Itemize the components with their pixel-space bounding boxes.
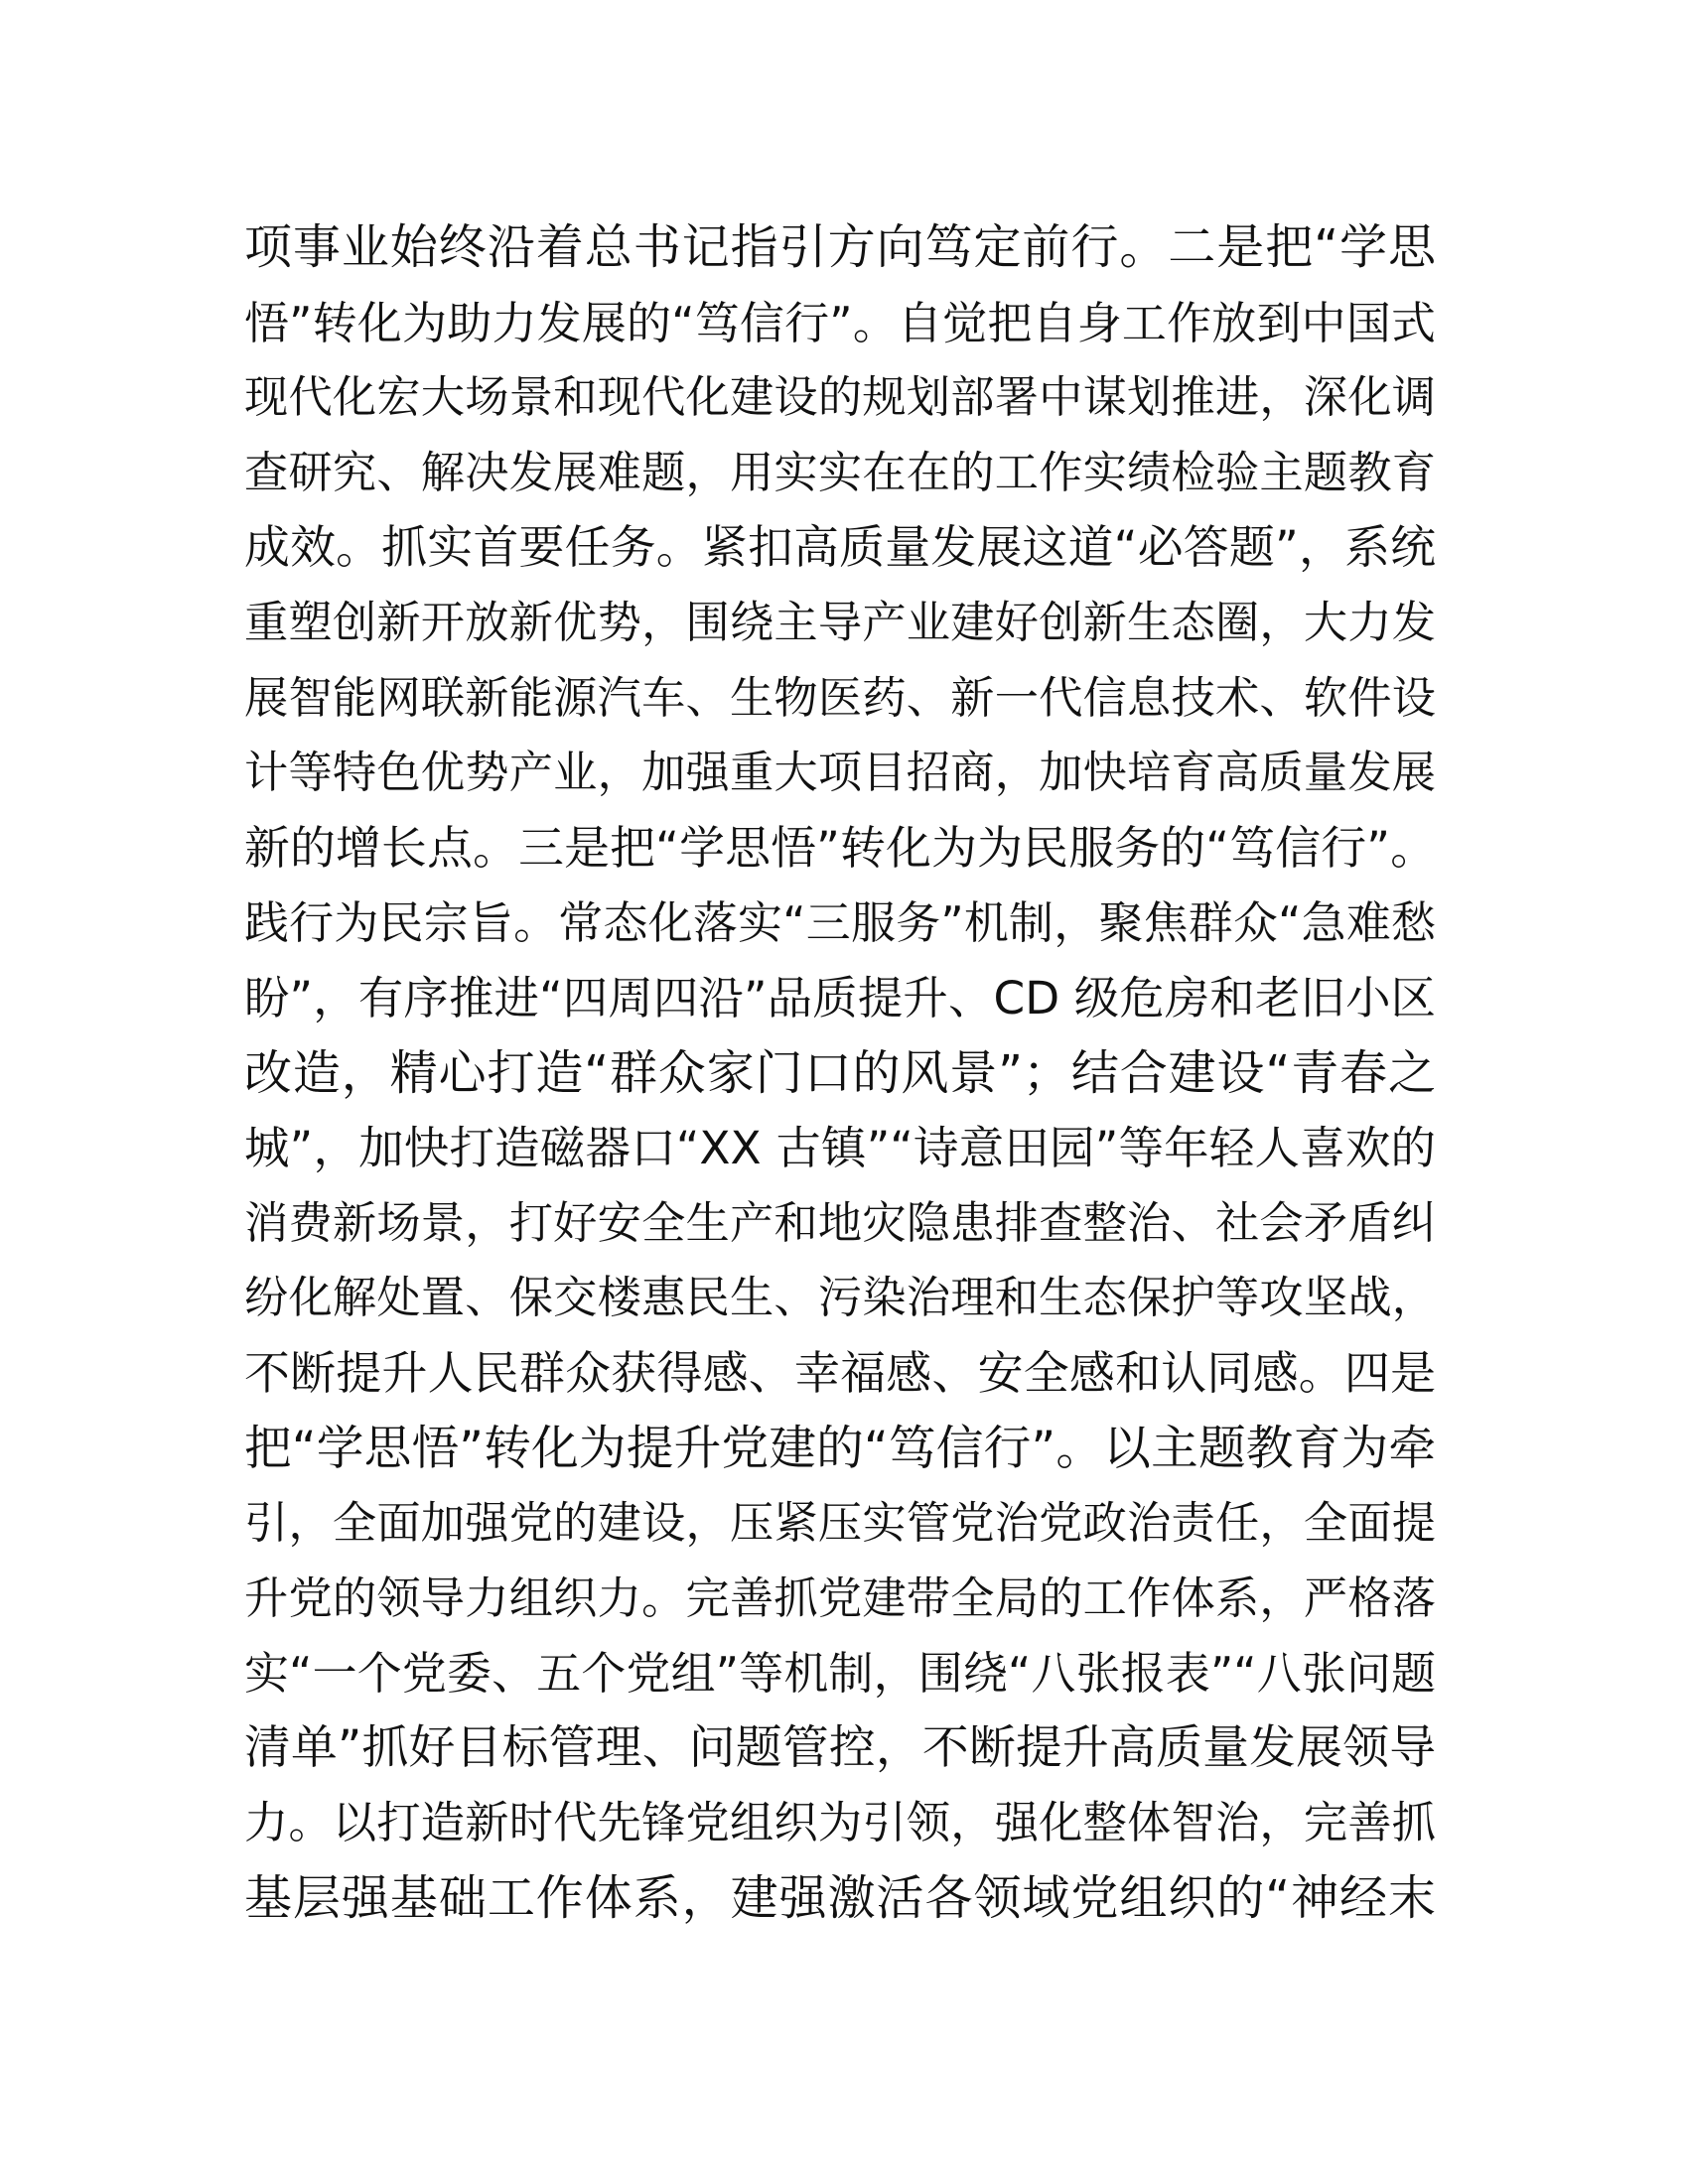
text-line-12: 改造，精心打造“群众家门口的风景”；结合建设“青春之 — [244, 1044, 1436, 1101]
text-line-6: 重塑创新开放新优势，围绕主导产业建好创新生态圈，大力发 — [244, 597, 1436, 648]
text-line-15: 纷化解处置、保交楼惠民生、污染治理和生态保护等攻坚战， — [244, 1273, 1436, 1324]
text-line-13: 城”，加快打造磁器口“XX 古镇”“诗意田园”等年轻人喜欢的 — [244, 1122, 1436, 1175]
text-line-17: 把“学思悟”转化为提升党建的“笃信行”。以主题教育为牵 — [244, 1421, 1436, 1476]
text-line-5: 成效。抓实首要任务。紧扣高质量发展这道“必答题”，系统 — [244, 520, 1436, 575]
text-line-7: 展智能网联新能源汽车、生物医药、新一代信息技术、软件设 — [244, 672, 1436, 724]
text-line-19: 升党的领导力组织力。完善抓党建带全局的工作体系，严格落 — [244, 1572, 1436, 1624]
text-line-3: 现代化宏大场景和现代化建设的规划部署中谋划推进，深化调 — [244, 372, 1436, 424]
text-line-21: 清单”抓好目标管理、问题管控，不断提升高质量发展领导 — [244, 1720, 1436, 1775]
body-text — [244, 210, 1436, 1937]
text-line-16: 不断提升人民群众获得感、幸福感、安全感和认同感。四是 — [244, 1345, 1436, 1400]
text-line-14: 消费新场景，打好安全生产和地灾隐患排查整治、社会矛盾纠 — [244, 1197, 1436, 1249]
text-line-11: 盼”，有序推进“四周四沿”品质提升、CD 级危房和老旧小区 — [244, 971, 1436, 1024]
text-line-2: 悟”转化为助力发展的“笃信行”。自觉把自身工作放到中国式 — [244, 296, 1436, 349]
text-line-1: 项事业始终沿着总书记指引方向笃定前行。二是把“学思 — [244, 219, 1436, 275]
text-line-23: 基层强基础工作体系，建强激活各领域党组织的“神经末 — [244, 1870, 1436, 1927]
text-line-4: 查研究、解决发展难题，用实实在在的工作实绩检验主题教育 — [244, 447, 1436, 498]
text-line-20: 实“一个党委、五个党组”等机制，围绕“八张报表”“八张问题 — [244, 1647, 1436, 1701]
text-line-22: 力。以打造新时代先锋党组织为引领，强化整体智治，完善抓 — [244, 1798, 1436, 1849]
text-line-18: 引，全面加强党的建设，压紧压实管党治党政治责任，全面提 — [244, 1498, 1436, 1550]
text-line-9: 新的增长点。三是把“学思悟”转化为为民服务的“笃信行”。 — [244, 820, 1436, 875]
text-line-10: 践行为民宗旨。常态化落实“三服务”机制，聚焦群众“急难愁 — [244, 896, 1436, 950]
text-line-8: 计等特色优势产业，加强重大项目招商，加快培育高质量发展 — [244, 748, 1436, 799]
